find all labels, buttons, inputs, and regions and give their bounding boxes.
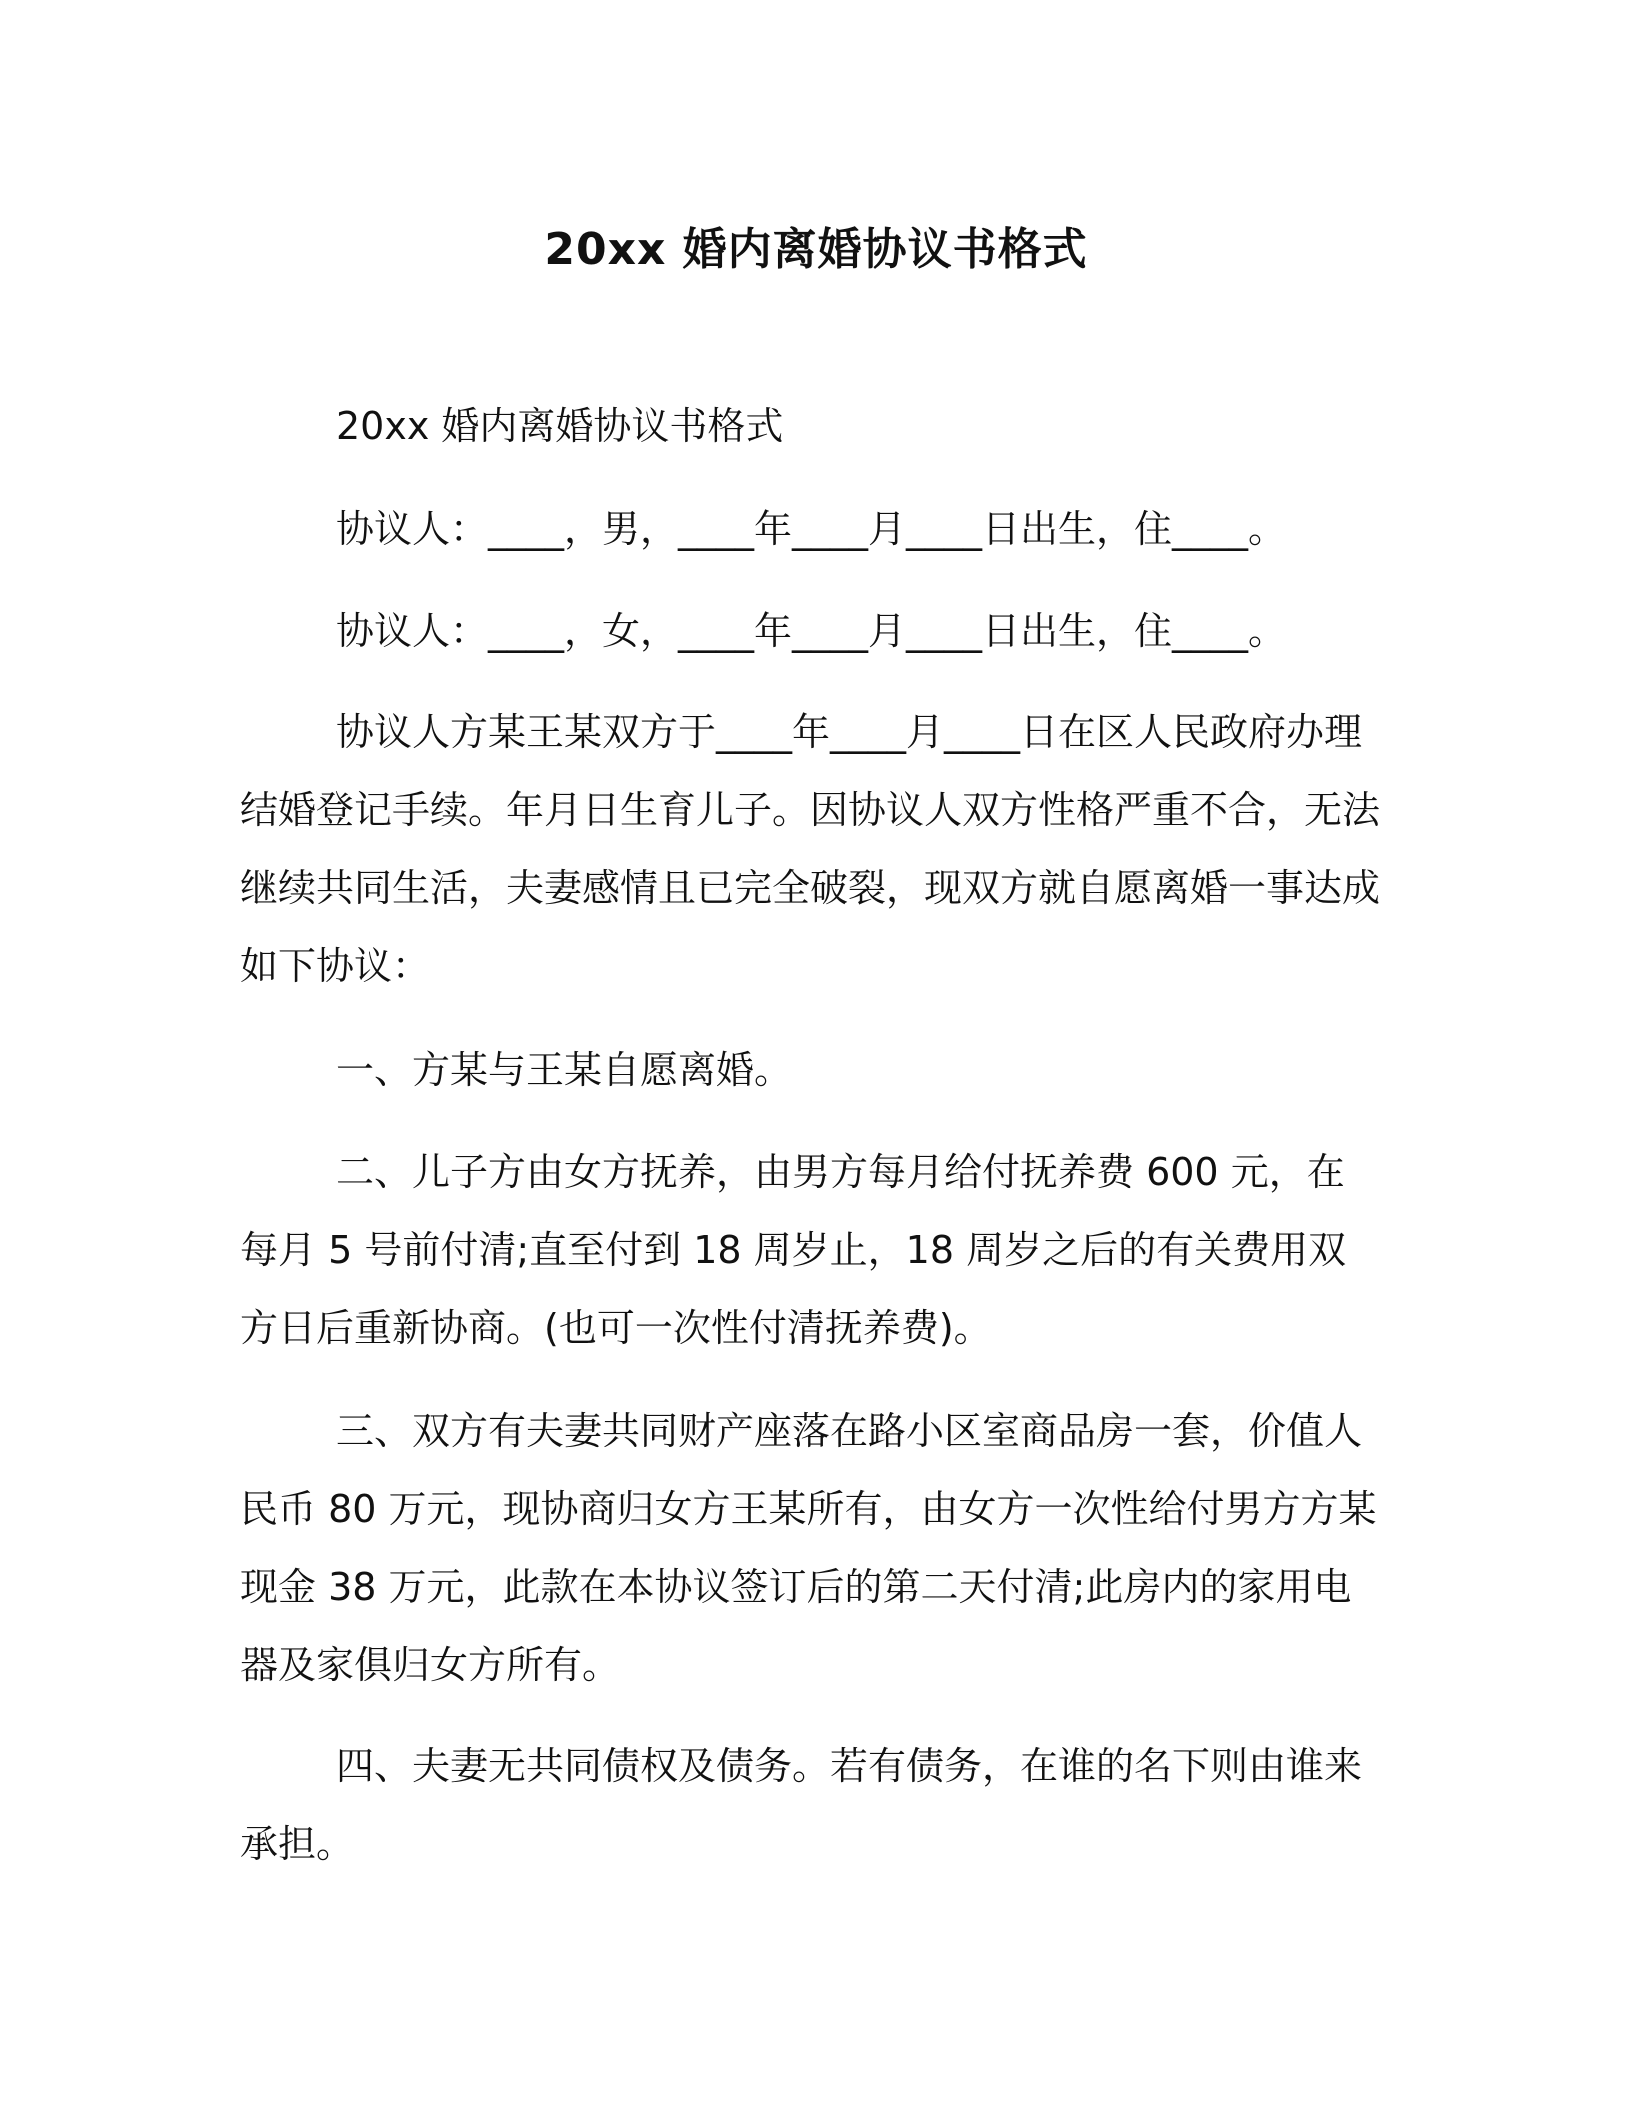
preamble-paragraph: 协议人方某王某双方于____年____月____日在区人民政府办理结婚登记手续。年月日生育儿子。因协议人双方性格严重不合，无法继续共同生活，夫妻感情且已完全破裂，现双方就自愿离婚一事达成如下协议： [240,710,1381,988]
clause-3-paragraph: 三、双方有夫妻共同财产座落在路小区室商品房一套，价值人民币 80 万元，现协商归女方王某所有，由女方一次性给付男方方某现金 38 万元，此款在本协议签订后的第二天付清;此房内的家用电器及家俱归女方所有。 [240,1409,1377,1687]
clause-2-paragraph: 二、儿子方由女方抚养，由男方每月给付抚养费 600 元，在每月 5 号前付清;直至付到 18 周岁止，18 周岁之后的有关费用双方日后重新协商。(也可一次性付清抚养费)。 [240,1150,1347,1350]
clause-1-paragraph: 一、方某与王某自愿离婚。 [336,1048,793,1092]
document-subtitle: 20xx 婚内离婚协议书格式 [336,404,784,448]
clause-4-paragraph: 四、夫妻无共同债权及债务。若有债务，在谁的名下则由谁来承担。 [240,1744,1363,1866]
document-title: 20xx 婚内离婚协议书格式 [544,224,1088,275]
party-male-line: 协议人：____，男，____年____月____日出生，住____。 [336,507,1287,551]
party-female-line: 协议人：____，女，____年____月____日出生，住____。 [336,609,1287,653]
